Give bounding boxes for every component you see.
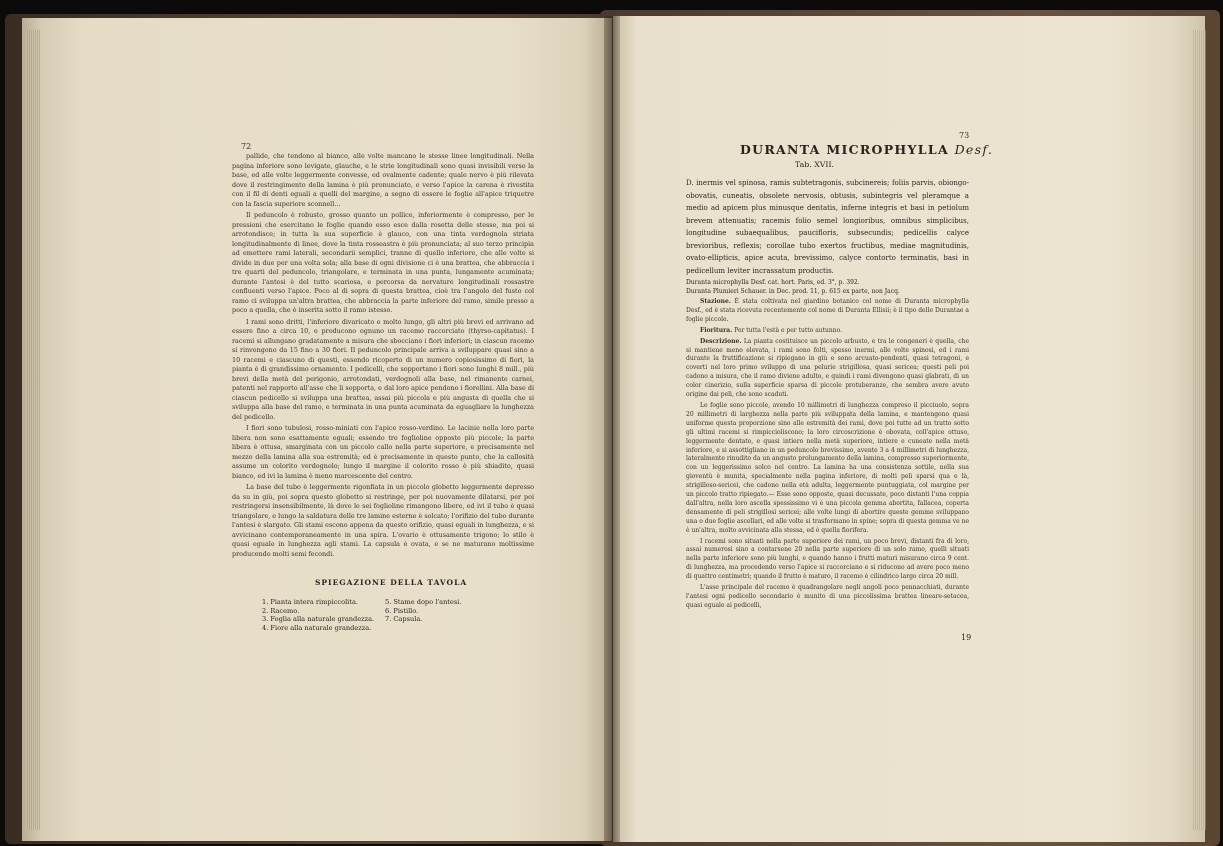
right-page-number: 73: [959, 131, 970, 140]
section-paragraph: [686, 584, 969, 611]
legend-item: 1. Pianta intera rimpiccolita.: [262, 598, 358, 606]
paragraph: pallide, che tendono al bianco, alle volte mancano le stesse linee longitudinali. Nella pagina inferiore sono levigate, glauche, e le strie longitudinali sono quasi invisibili verso la base, ed alle volte leggermente convesse, ed ovalmente cadente; quale nervo è più rilevata dove il restringimento della lamina è più pronunciato, e verso l'apice la carena è rivestita con il fil di denti eguali a quelli del margine, a segno di essere le foglie all'apice triquetre con la fascia superiore sconnell...: [232, 152, 534, 208]
legend-item: 4. Fiore alla naturale grandezza.: [262, 623, 372, 632]
species-name: DURANTA MICROPHYLLA: [740, 142, 949, 157]
section-paragraph: [686, 298, 969, 325]
plate-legend-column-b: [385, 598, 461, 624]
section-label: Fioritura.: [700, 326, 733, 334]
section-text: Per tutta l'està e per tutto autunno.: [734, 326, 843, 334]
left-page-number: 72: [241, 142, 252, 151]
paragraph: I fiori sono tubulosi, rosso-miniati con l'apice rosso-verdino. Le lacinie nella loro parte libera non sono esattamente eguali; essendo tre foglioline opposte più piccole; la parte libera è ottusa, smarginata con un piccolo callo nella parte superiore, e precisamente nel mezzo della lamina alla sua estremità; ed è precisamente in questo punto, che la callosità assume un colorito verdognolo; lungo il margine il colorito rosso è più sbiadito, quasi bianco, ed ivi la lamina è meno marcescente del centro.: [232, 424, 534, 480]
plate-legend-column-a: [262, 598, 374, 632]
section-paragraph: [686, 538, 969, 583]
section-text: Le foglie sono piccole, avendo 10 millimetri di lunghezza compreso il picciuolo, sopra 20 millimetri di larghezza nella parte più sviluppata della lamina, e mantengono quasi uniforme questa proporzione sino alle estremità dei rami, dove poi tutte ad un tratto sotto gli ultimi racemi si rimpiccioliscono; la loro circoscrizione è obovata, coll'apice ottuso, leggermente dentato, e quasi intiero nella metà superiore, intiere e cuneate nella metà inferiore, e si assottigliano in un peduncolo brevissimo, avente 3 a 4 millimetri di lunghezza, lateralmente rinudito da un angusto prolungamento della lamina, compresso superiormente, con un leggerissimo solco nel centro. La lamina ha una consistenza sottile, nella sua gioventù è munita, specialmente nella pagina inferiore, di molti peli sparsi qua e là, strigilloso-sericei, che cadono nella età adulta, leggermente puntuggiata, col margine per un piccolo tratto ripiegato.— Esse sono opposte, quasi decussate, poco distanti l'una coppia dall'altra, nella loro ascella spessissimo vi è una piccola gemma abortita, fallacea, coperta densamente di peli strigillosi sericei; alle volte lungi di abortire queste gemme sviluppano una o due foglie ascellari, ed alle volte si trasformano in spine; sopra di questa gemma ve ne è un'altra, molto avvicinata alla stessa, ed è quella fiorifera.: [686, 401, 969, 534]
section-paragraph: [686, 338, 969, 400]
paragraph: Il peduncolo è robusto, grosso quanto un pollice, inferiormente è compresso, per le pressioni che esercitano le foglie quando esso esce dalla rosetta delle stesse, ma poi si arrotondisce; in tutta la sua superficie è glauco, con una tinta verdognola striata longitudinalmente di linee, dove la tinta rosseastra è più pronunciata; al suo terzo principia ad emettere rami laterali, secondarii semplici, tranne di quello inferiore, che alle volte si divide in due per una volta sola; alla base di ogni divisione ci è una brattea, che abbraccia i tre quarti del peduncolo, triangolare, e terminata in una punta, lungamente acuminata; durante l'antesi è del tutto scariosa, e percorsa da nervature longitudinali rossastre confluenti verso l'apice. Poco al di sopra di questa brattea, cioè tra l'angolo del fusto col ramo ci sviluppa un'altra brattea, che abbraccia la parte inferiore del ramo, simile presso a poco a quella, che è inserita sotto il ramo istesso.: [232, 211, 534, 314]
section-text: La pianta costituisce un piccolo arbusto, e tra le congeneri è quella, che si mantiene meno elevata, i rami sono folti, spesso inermi, alle volte spinosi, ed i rami durante la fruttificazione si ripiegano in giù e sono arcuato-pendenti, quasi tetragoni, e coverti nel loro primo sviluppo di una pelurie strigillosa, quasi sericea; questi peli poi cadono a misura, che il ramo diviene adulto, e quindi i rami divengono quasi glabrati, di un color cinerizio, sulla superficie sparsa di piccole protuberanze, che sembra avere avuto origine dai peli, che sono scaduti.: [686, 337, 969, 399]
section-paragraph: [686, 402, 969, 536]
paragraph: I rami sono dritti, l'inferiore divaricato e molto lungo, gli altri più brevi ed arrivano ad essere fino a circa 10, e producono ognuno un racemo raccorciato (thyrso-capitatus). I racemi si allungano gradatamente a misura che sbocciano i fiori inferiori; in ciascun racemo si rinvengono da 15 fino a 30 fiori. Il peduncolo principale arriva a sviluppare quasi sino a 10 racemi e ciascuno di questi, essendo ricoperto di un numero copiosissimo di fiori, la pianta è di grandissimo ornamento. I pedicelli, che sopportano i fiori sono lunghi 8 mill., più brevi della metà del perigonio, arrotondati, verdognoli alla base, nel rimanente carnei, patenti nel rapporto all'asse che li sopporta, e dal loro apice pendono i fiorellini. Alla base di ciascun pedicello si sviluppa una brattea, assai più piccola e più angusta di quella che si sviluppa alla base del ramo, e terminata in una punta acuminata da eguagliare la lunghezza del pedicello.: [232, 317, 534, 421]
legend-item: 7. Capsula.: [385, 615, 423, 624]
latin-diagnosis: D. inermis vel spinosa, ramis subtetragonis, subcinereis; foliis parvis, obiongo-obovatis, cuneatis, obsolete nervosis, obtusis, subintegris vel pleramque a medio ad apicem plus minusque dentatis, inferne integris et basi in petiolum brevem attenuatis; racemis folio semel longioribus, omnibus simplicibus, longitudine subaequalibus, paucifloris, subsecundis; pedicellis calyce brevioribus, reflexis; corollae tubo exertos fructibus, mediae magnitudinis, ovato-ellipticis, apice acuta, brevissimo, calyce contorto terminatis, basi in pedicellum leviter incrassatum productis.: [686, 179, 969, 275]
species-author: Desf.: [954, 142, 994, 157]
reference: Duranta Plumieri Schauer. in Dec. prod. 11, p. 615 ex parte, non Jacq.: [686, 287, 900, 295]
section-paragraph: [686, 327, 969, 336]
section-text: I racemi sono situati nella parte superiore dei rami, un poco brevi, distanti fra di loro, assai numerosi sino a contarsene 20 nella parte superiore di un solo ramo, quelli situati nella parte inferiore sono più lunghi, e quando hanno i frutti maturi misurano circa 9 cent. di lunghezza, ma procedendo verso l'apice si raccorciano e si riducono ad avere poco meno di quattro centimetri; quando il frutto è maturo, il racemo è cilindrico largo circa 20 mill.: [686, 537, 969, 581]
section-label: Descrizione.: [700, 337, 742, 345]
plate-explanation-heading: SPIEGAZIONE DELLA TAVOLA: [315, 578, 468, 587]
signature-mark: 19: [961, 633, 972, 642]
book-gutter: [604, 16, 620, 842]
reference: Duranta microphylla Desf. cat. hort. Paris, ed. 3°, p. 392.: [686, 279, 860, 286]
legend-item: 2. Racemo.: [262, 606, 300, 615]
right-body-text: [686, 298, 969, 613]
left-body-text: [232, 152, 534, 561]
plate-number: Tab. XVII.: [795, 160, 835, 169]
section-text: È stata coltivata nel giardino botanico col nome di Duranta microphylla Desf., ed è stata ricevuta recentemente col nome di Duranta Ellisii; è il tipo delle Durantae a foglie piccole.: [686, 298, 969, 323]
legend-item: 6. Pistillo.: [385, 606, 419, 615]
page-edges-left: [26, 30, 40, 830]
page-edges-right: [1192, 30, 1206, 830]
section-text: L'asse principale del racemo è quadrangolare negli angoli poco pennacchiati, durante l'antesi ogni pedicello secondario è munito di una piccolissima brattea lineare-setacea, quasi eguale ai pedicelli,: [686, 584, 969, 609]
species-title: [740, 142, 993, 157]
paragraph: La base del tubo è leggermente rigonfiata in un piccolo globetto leggermente depresso da su in giù, poi sopra questo globetto si restringe, per poi nuovamente dilatarsi, per poi restringersi insensibilmente, là dove le sei foglioline rimangono libere, ed ivi il tubo è quasi triangolare, e lungo la saldatura delle tre lamine esterne è solcato; l'orifizio del tubo durante l'antesi è slargato. Gli stami escono appena da questo orifizio, quasi eguali in lunghezza, e si avvicinano contemporaneamente in una spira. L'ovario è ottusamente trigono; lo stilo è quasi eguale in lunghezza agli stami. La capsula è ovata, e se ne maturano moltissime producendo molti semi fecondi.: [232, 483, 534, 558]
section-label: Stazione.: [700, 298, 731, 305]
synonym-references: [686, 279, 969, 296]
legend-item: 3. Foglia alla naturale grandezza.: [262, 615, 375, 624]
legend-item: 5. Stame dopo l'antesi.: [385, 598, 462, 606]
